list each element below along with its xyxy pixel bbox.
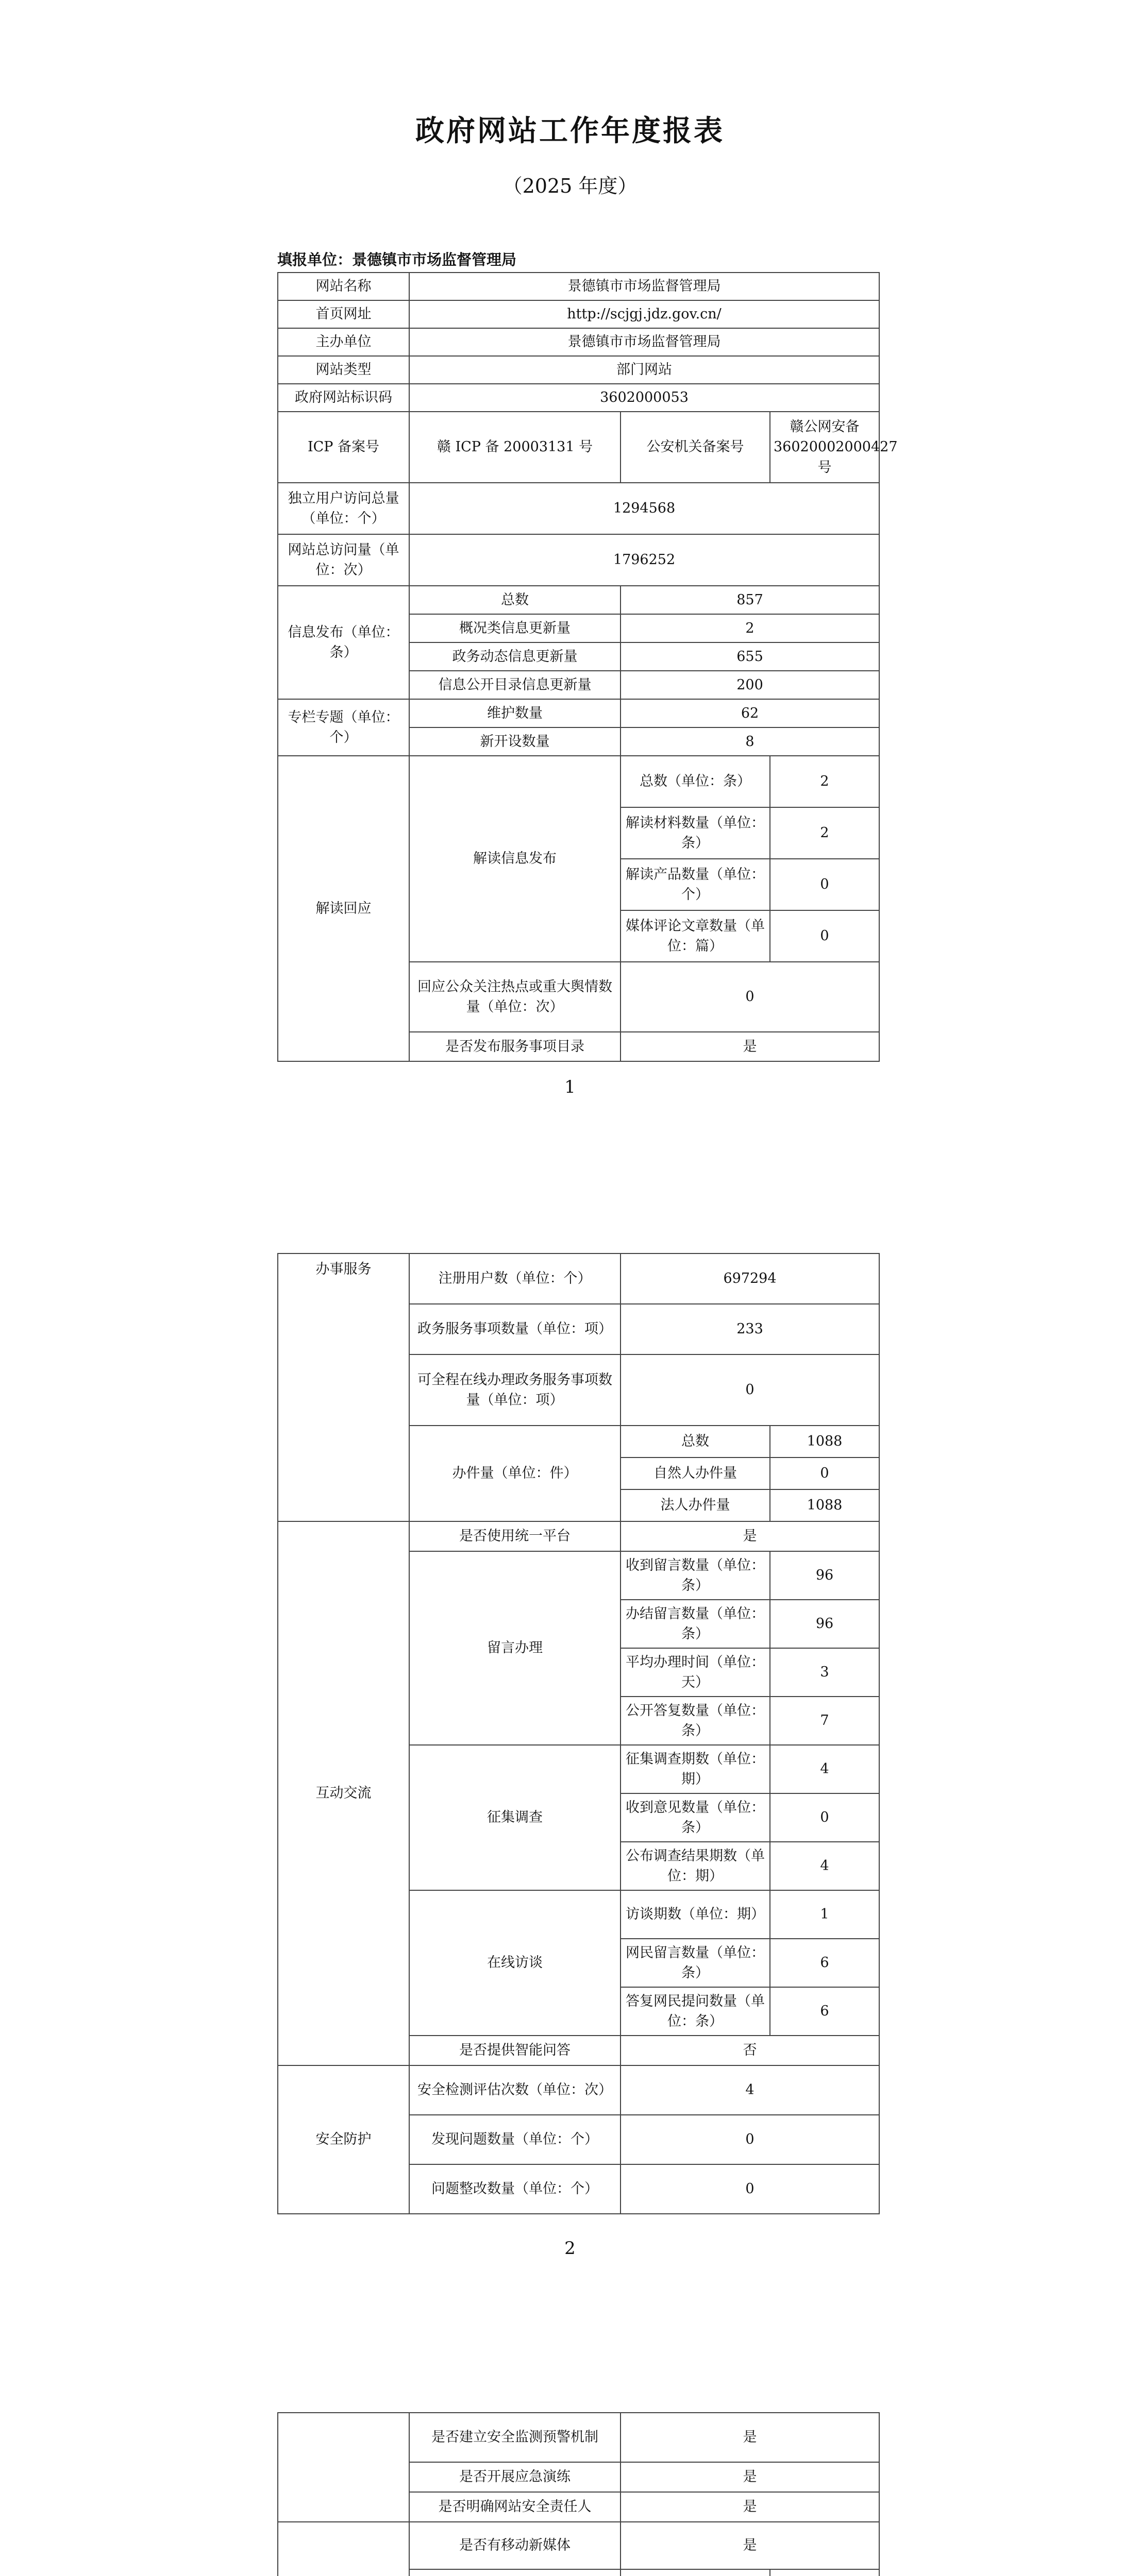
fixed: 0 [621,2164,879,2214]
talk-periods-label: 访谈期数（单位：期） [621,1890,770,1939]
publish-news: 655 [621,642,879,671]
msg-public-label: 公开答复数量（单位：条） [621,1697,770,1745]
site-name-label: 网站名称 [278,273,409,300]
report-table-page-2 [277,1253,880,2214]
mobile-has: 是 [621,2522,879,2569]
report-table-page-3 [277,2412,880,2576]
checks-label: 安全检测评估次数（单位：次） [409,2065,621,2115]
checks: 4 [621,2065,879,2115]
smart: 否 [621,2036,879,2065]
affairs-items-label: 政务服务事项数量（单位：项） [409,1304,621,1354]
icp-number: 赣 ICP 备 20003131 号 [409,412,621,483]
msg-time: 3 [770,1648,879,1697]
talk-msgs: 6 [770,1939,879,1987]
column-label: 专栏专题（单位：个） [278,699,409,756]
interpret-total-label: 总数（单位：条） [621,756,770,807]
reporting-unit: 填报单位：景德镇市市场监督管理局 [277,251,517,268]
interpret-total: 2 [770,756,879,807]
msg-time-label: 平均办理时间（单位：天） [621,1648,770,1697]
publish-news-label: 政务动态信息更新量 [409,642,621,671]
mobile-label [278,2522,409,2576]
column-new: 8 [621,727,879,756]
sponsor-label: 主办单位 [278,328,409,356]
document-title: 政府网站工作年度报表 [415,114,725,148]
msg-received: 96 [770,1551,879,1600]
page-number-1: 1 [564,1077,576,1097]
site-type: 部门网站 [409,356,879,384]
interpret-respond-label: 回应公众关注热点或重大舆情数量（单位：次） [409,962,621,1032]
weibo-name [770,2569,879,2576]
survey-periods: 4 [770,1745,879,1793]
affairs-online: 0 [621,1354,879,1426]
talk-label: 在线访谈 [409,1890,621,2036]
msg-public: 7 [770,1697,879,1745]
msg-label: 留言办理 [409,1551,621,1745]
survey-label: 征集调查 [409,1745,621,1890]
interpret-respond: 0 [621,962,879,1032]
msg-done: 96 [770,1600,879,1648]
fixed-label: 问题整改数量（单位：个） [409,2164,621,2214]
cases-person-label: 自然人办件量 [621,1458,770,1489]
publish-label: 信息发布（单位：条） [278,586,409,699]
affairs-users: 697294 [621,1253,879,1304]
mobile-has-label: 是否有移动新媒体 [409,2522,621,2569]
survey-opinions-label: 收到意见数量（单位：条） [621,1793,770,1842]
weibo-name-label [621,2569,770,2576]
publish-catalog: 200 [621,671,879,699]
platform: 是 [621,1521,879,1551]
drill: 是 [621,2462,879,2492]
interaction-label: 互动交流 [278,1521,409,2065]
interpret-material-label: 解读材料数量（单位：条） [621,807,770,859]
affairs-users-label: 注册用户数（单位：个） [409,1253,621,1304]
warning-label: 是否建立安全监测预警机制 [409,2413,621,2462]
publish-total: 857 [621,586,879,614]
police-label: 公安机关备案号 [621,412,770,483]
survey-periods-label: 征集调查期数（单位：期） [621,1745,770,1793]
cases-total: 1088 [770,1426,879,1458]
talk-answers: 6 [770,1987,879,2036]
owner: 是 [621,2492,879,2522]
service-list-label: 是否发布服务事项目录 [409,1032,621,1061]
column-maintain-label: 维护数量 [409,699,621,727]
survey-results-label: 公布调查结果期数（单位：期） [621,1842,770,1890]
cases-corp-label: 法人办件量 [621,1489,770,1521]
publish-total-label: 总数 [409,586,621,614]
publish-catalog-label: 信息公开目录信息更新量 [409,671,621,699]
icp-label: ICP 备案号 [278,412,409,483]
document-year: （2025 年度） [502,175,638,197]
publish-overview: 2 [621,614,879,642]
weibo-label [409,2569,621,2576]
talk-periods: 1 [770,1890,879,1939]
talk-answers-label: 答复网民提问数量（单位：条） [621,1987,770,2036]
cases-total-label: 总数 [621,1426,770,1458]
affairs-label: 办事服务 [278,1253,409,1521]
page-number-2: 2 [564,2238,576,2259]
uv-value: 1294568 [409,483,879,534]
police-number: 赣公网安备36020002000427 号 [770,412,879,483]
pv-value: 1796252 [409,534,879,586]
publish-overview-label: 概况类信息更新量 [409,614,621,642]
site-name: 景德镇市市场监督管理局 [409,273,879,300]
warning: 是 [621,2413,879,2462]
affairs-online-label: 可全程在线办理政务服务事项数量（单位：项） [409,1354,621,1426]
talk-msgs-label: 网民留言数量（单位：条） [621,1939,770,1987]
survey-opinions: 0 [770,1793,879,1842]
smart-label: 是否提供智能问答 [409,2036,621,2065]
cases-corp: 1088 [770,1489,879,1521]
drill-label: 是否开展应急演练 [409,2462,621,2492]
interpret-label: 解读回应 [278,756,409,1061]
uv-label: 独立用户访问总量（单位：个） [278,483,409,534]
affairs-cases-label: 办件量（单位：件） [409,1426,621,1521]
platform-label: 是否使用统一平台 [409,1521,621,1551]
site-type-label: 网站类型 [278,356,409,384]
site-code-label: 政府网站标识码 [278,384,409,412]
service-list: 是 [621,1032,879,1061]
interpret-media: 0 [770,910,879,962]
sponsor: 景德镇市市场监督管理局 [409,328,879,356]
survey-results: 4 [770,1842,879,1890]
column-new-label: 新开设数量 [409,727,621,756]
owner-label: 是否明确网站安全责任人 [409,2492,621,2522]
interpret-material: 2 [770,807,879,859]
interpret-media-label: 媒体评论文章数量（单位：篇） [621,910,770,962]
interpret-product: 0 [770,859,879,910]
interpret-product-label: 解读产品数量（单位：个） [621,859,770,910]
report-table-page-1 [277,272,898,1062]
security-continued-cell [278,2413,409,2522]
homepage-url: http://scjgj.jdz.gov.cn/ [409,300,879,328]
affairs-items: 233 [621,1304,879,1354]
issues-label: 发现问题数量（单位：个） [409,2115,621,2164]
interpret-info-label: 解读信息发布 [409,756,621,962]
msg-received-label: 收到留言数量（单位：条） [621,1551,770,1600]
issues: 0 [621,2115,879,2164]
column-maintain: 62 [621,699,879,727]
cases-person: 0 [770,1458,879,1489]
pv-label: 网站总访问量（单位：次） [278,534,409,586]
homepage-label: 首页网址 [278,300,409,328]
msg-done-label: 办结留言数量（单位：条） [621,1600,770,1648]
security-label: 安全防护 [278,2065,409,2214]
site-code: 3602000053 [409,384,879,412]
